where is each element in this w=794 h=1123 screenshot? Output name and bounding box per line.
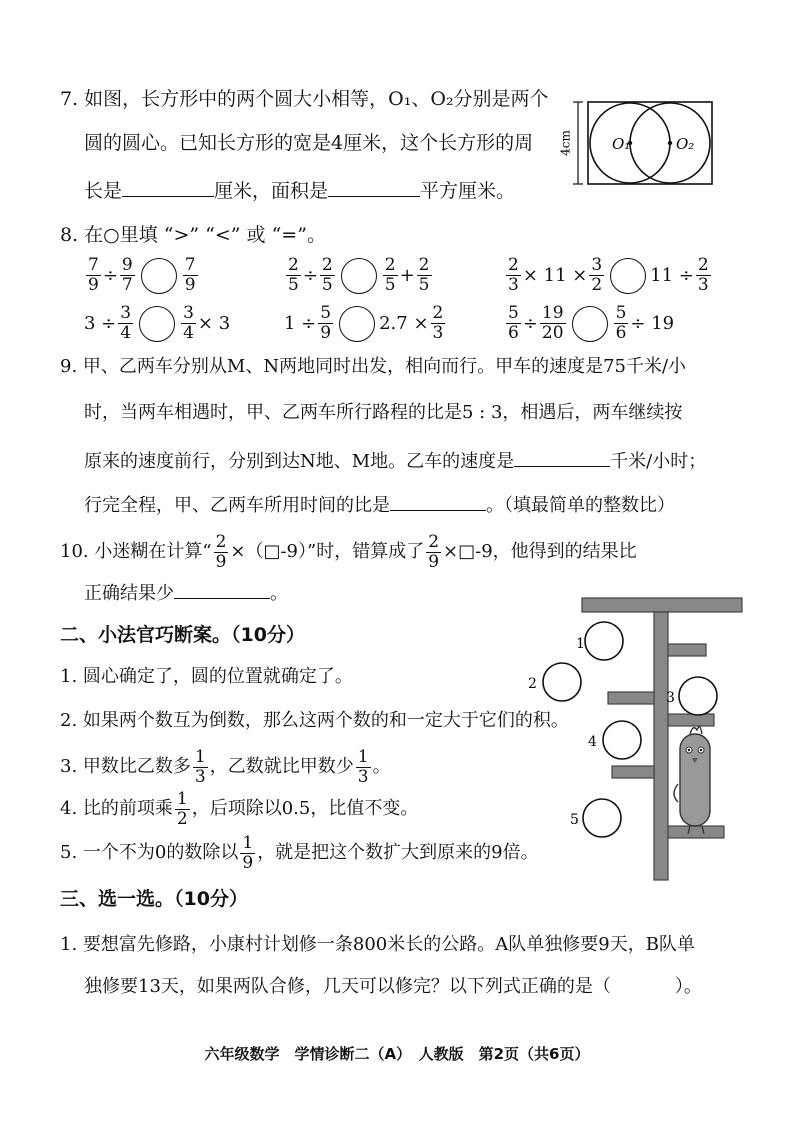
fraction: $\frac{2}{5}$ <box>418 255 430 295</box>
fraction: $\frac{1}{9}$ <box>242 832 254 873</box>
fraction: $\frac{5}{9}$ <box>320 303 332 343</box>
fraction: $\frac{2}{5}$ <box>321 255 333 295</box>
compare-circle-3[interactable] <box>610 258 646 294</box>
fraction: $\frac{19}{20}$ <box>541 303 564 343</box>
q10-line1: 10. 小迷糊在计算“ $\frac{2}{9}$ ×（□-9）”时，错算成了 $\frac{2}{9}$ ×□-9，他得到的结果比 <box>60 531 637 572</box>
fraction: $\frac{2}{3}$ <box>697 255 709 295</box>
q10-answer-blank[interactable] <box>174 578 270 599</box>
pole-branch-3 <box>668 714 714 726</box>
q10-line2: 正确结果少 。 <box>84 578 288 607</box>
q9-ratio-blank[interactable] <box>390 490 486 511</box>
fraction: $\frac{9}{7}$ <box>121 255 133 295</box>
q9-line1: 9. 甲、乙两车分别从M、N两地同时出发，相向而行。甲车的速度是75千米/小 <box>60 356 687 377</box>
fraction: $\frac{3}{4}$ <box>183 303 194 343</box>
q7-text-b: 厘米，面积是 <box>214 180 329 202</box>
fraction: $\frac{1}{2}$ <box>176 788 188 829</box>
pole-vertical <box>654 612 668 880</box>
answer-label-4: 4 <box>588 734 597 750</box>
fraction: $\frac{5}{6}$ <box>508 303 519 343</box>
q8-title: 8. 在○里填 “>” “<” 或 “=”。 <box>60 224 326 246</box>
s2-item-3: 3. 甲数比乙数多 $\frac{1}{3}$ ，乙数就比甲数少 $\frac{1}{3}$ 。 <box>60 746 391 787</box>
fraction: $\frac{7}{9}$ <box>88 255 99 295</box>
q9-speed-blank[interactable] <box>514 446 610 467</box>
compare-circle-4[interactable] <box>139 306 175 342</box>
fraction: $\frac{2}{5}$ <box>288 255 299 295</box>
s3-q1-line2: 独修要13天，如果两队合修，几天可以修完？以下列式正确的是（ ）。 <box>84 976 702 997</box>
pole-branch-4 <box>612 766 654 778</box>
answer-circle-2[interactable] <box>543 663 581 701</box>
fraction: $\frac{1}{3}$ <box>194 746 206 787</box>
s2-item-5: 5. 一个不为0的数除以 $\frac{1}{9}$ ，就是把这个数扩大到原来的9倍。 <box>60 832 539 873</box>
fraction: $\frac{5}{6}$ <box>615 303 627 343</box>
section2-title: 二、小法官巧断案。（10分） <box>60 624 305 646</box>
answer-label-2: 2 <box>528 676 537 692</box>
q9-line2: 时，当两车相遇时，甲、乙两车所行路程的比是5 : 3，相遇后，两车继续按 <box>84 402 683 423</box>
s3-q1-line1: 1. 要想富先修路，小康村计划修一条800米长的公路。A队单独修要9天，B队单 <box>60 934 695 955</box>
q7-line2: 圆的圆心。已知长方形的宽是4厘米，这个长方形的周 <box>84 132 534 154</box>
compare-circle-5[interactable] <box>339 306 375 342</box>
q7-text-a: 长是 <box>84 180 123 202</box>
q8-expr-3: $\frac{2}{3}$ × 11 × $\frac{3}{2}$ 11 ÷ $\frac{2}{3}$ <box>508 255 709 295</box>
q8-expr-2: $\frac{2}{5}$ ÷ $\frac{2}{5}$ $\frac{2}{5}$ + $\frac{2}{5}$ <box>288 255 430 295</box>
pole-branch-2 <box>608 692 654 704</box>
fraction: $\frac{1}{3}$ <box>357 746 369 787</box>
q8-expr-6: $\frac{5}{6}$ ÷ $\frac{19}{20}$ $\frac{5}{6}$ ÷ 19 <box>508 303 675 343</box>
s2-item-2: 2. 如果两个数互为倒数，那么这两个数的和一定大于它们的积。 <box>60 710 569 731</box>
pole-branch-5 <box>668 826 724 838</box>
q9-line4: 行完全程，甲、乙两车所用时间的比是 。（填最简单的整数比） <box>84 490 675 519</box>
center-o2-dot <box>668 141 672 145</box>
compare-circle-1[interactable] <box>141 258 177 294</box>
fraction: $\frac{2}{3}$ <box>432 303 444 343</box>
fraction: $\frac{3}{2}$ <box>591 255 603 295</box>
compare-circle-2[interactable] <box>341 258 377 294</box>
q7-area-blank[interactable] <box>328 176 420 197</box>
section3-title: 三、选一选。（10分） <box>60 888 248 910</box>
pole-top-bar <box>582 598 742 612</box>
answer-label-3: 3 <box>666 690 675 706</box>
pole-branch-1 <box>668 644 706 656</box>
fraction: $\frac{3}{4}$ <box>120 303 132 343</box>
answer-label-1: 1 <box>576 636 585 652</box>
q7-line1: 7. 如图，长方形中的两个圆大小相等，O₁、O₂分别是两个 <box>60 88 549 110</box>
fraction: $\frac{2}{9}$ <box>215 531 227 572</box>
q7-perimeter-blank[interactable] <box>122 176 214 197</box>
q8-expr-1: $\frac{7}{9}$ ÷ $\frac{9}{7}$ $\frac{7}{9}$ <box>88 255 196 295</box>
judge-answer-figure <box>520 594 750 884</box>
s2-item-1: 1. 圆心确定了，圆的位置就确定了。 <box>60 666 353 687</box>
answer-circle-4[interactable] <box>603 721 641 759</box>
q7-line3 <box>84 176 515 204</box>
q8-expr-5: 1 ÷ $\frac{5}{9}$ 2.7 × $\frac{2}{3}$ <box>284 303 444 343</box>
answer-circle-3[interactable] <box>679 677 717 715</box>
answer-label-5: 5 <box>570 812 579 828</box>
answer-circle-1[interactable] <box>585 622 623 660</box>
width-label: 4cm <box>558 130 573 156</box>
s2-item-4: 4. 比的前项乘 $\frac{1}{2}$ ，后项除以0.5，比值不变。 <box>60 788 419 829</box>
q7-rectangle-figure <box>560 96 720 192</box>
fraction: $\frac{2}{3}$ <box>508 255 519 295</box>
fraction: $\frac{2}{5}$ <box>384 255 396 295</box>
o2-label: O₂ <box>676 135 695 153</box>
answer-circle-5[interactable] <box>583 799 621 837</box>
fraction: $\frac{2}{9}$ <box>428 531 440 572</box>
q8-expr-4: 3 ÷ $\frac{3}{4}$ $\frac{3}{4}$ × 3 <box>84 303 231 343</box>
bird-character-illustration <box>674 727 710 834</box>
page-footer: 六年级数学 学情诊断二（A） 人教版 第2页（共6页） <box>204 1045 590 1063</box>
o1-label: O₁ <box>612 135 631 153</box>
compare-circle-6[interactable] <box>572 306 608 342</box>
q7-text-c: 平方厘米。 <box>420 180 516 202</box>
q9-line3: 原来的速度前行，分别到达N地、M地。乙车的速度是 千米/小时； <box>84 446 706 475</box>
fraction: $\frac{7}{9}$ <box>184 255 196 295</box>
